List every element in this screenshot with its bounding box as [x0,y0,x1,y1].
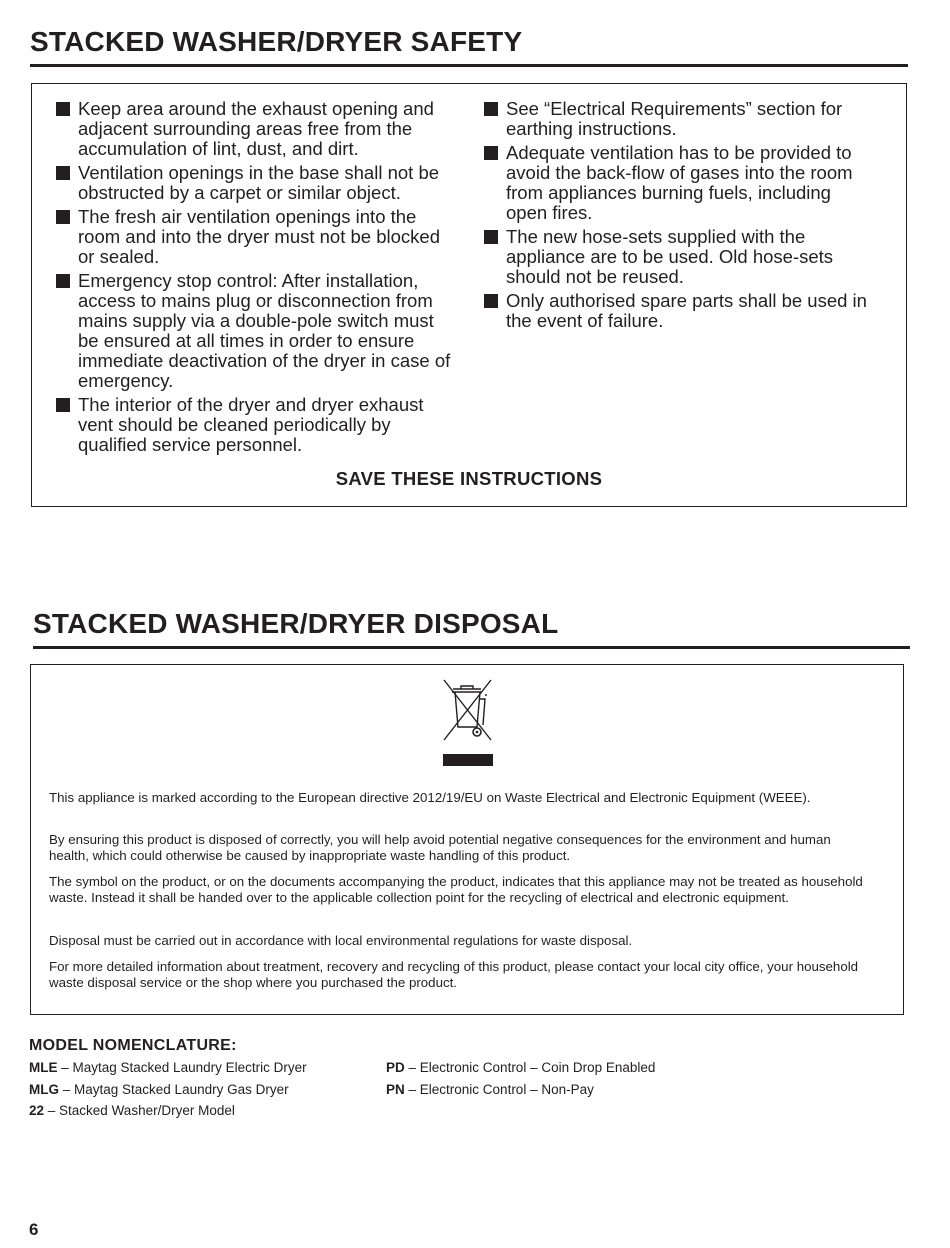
disposal-title: STACKED WASHER/DRYER DISPOSAL [33,608,559,639]
safety-item: The interior of the dryer and dryer exhaust vent should be cleaned periodically by qualified service personnel. [56,395,456,455]
nomenclature-item: MLE – Maytag Stacked Laundry Electric Dryer [29,1060,307,1075]
safety-title-rule [30,64,908,67]
page-number: 6 [29,1220,39,1239]
bullet-square-icon [56,102,70,116]
bullet-square-icon [56,274,70,288]
safety-box [31,83,907,507]
safety-item: The fresh air ventilation openings into the room and into the dryer must not be blocked or sealed. [56,207,456,267]
bullet-square-icon [484,102,498,116]
nomenclature-item: MLG – Maytag Stacked Laundry Gas Dryer [29,1082,289,1097]
safety-item: Only authorised spare parts shall be used in the event of failure. [484,291,874,331]
disposal-title-rule [33,646,910,649]
disposal-paragraph: Disposal must be carried out in accordance with local environmental regulations for waste disposal. [49,933,633,948]
bullet-square-icon [56,398,70,412]
bullet-square-icon [56,166,70,180]
safety-list-right [484,99,874,335]
safety-title: STACKED WASHER/DRYER SAFETY [30,26,523,57]
disposal-paragraph: This appliance is marked according to the European directive 2012/19/EU on Waste Electrical and Electronic Equipment (WEEE). [49,790,811,805]
bullet-square-icon [484,230,498,244]
safety-item: Adequate ventilation has to be provided to avoid the back-flow of gases into the room from appliances burning fuels, including open fires. [484,143,874,223]
safety-item: Keep area around the exhaust opening and adjacent surrounding areas free from the accumulation of lint, dust, and dirt. [56,99,456,159]
nomenclature-title: MODEL NOMENCLATURE: [29,1037,237,1054]
safety-item: See “Electrical Requirements” section for earthing instructions. [484,99,874,139]
disposal-box [30,664,904,1015]
nomenclature-item: PN – Electronic Control – Non-Pay [386,1082,594,1097]
disposal-paragraph: The symbol on the product, or on the documents accompanying the product, indicates that this appliance may not be treated as household waste. Instead it shall be handed over to the applicable collection point for the recycling of electrical and electronic equipment. [49,874,863,906]
disposal-paragraph: For more detailed information about treatment, recovery and recycling of this product, please contact your local city office, your household waste disposal service or the shop where you purchased the product. [49,959,859,991]
bullet-square-icon [484,146,498,160]
bullet-square-icon [56,210,70,224]
safety-item: Ventilation openings in the base shall not be obstructed by a carpet or similar object. [56,163,456,203]
crossed-out-wheelie-bin-icon [439,677,497,769]
safety-list-left [56,99,456,459]
nomenclature-item: PD – Electronic Control – Coin Drop Enabled [386,1060,656,1075]
save-instructions: SAVE THESE INSTRUCTIONS [335,468,603,489]
safety-item: The new hose-sets supplied with the appliance are to be used. Old hose-sets should not be reused. [484,227,874,287]
bullet-square-icon [484,294,498,308]
nomenclature-item: 22 – Stacked Washer/Dryer Model [29,1103,235,1118]
safety-item: Emergency stop control: After installation, access to mains plug or disconnection from mains supply via a double-pole switch must be ensured at all times in order to ensure immediate deactivation of the dryer in case of emergency. [56,271,456,391]
disposal-paragraph: By ensuring this product is disposed of correctly, you will help avoid potential negative consequences for the environment and human health, which could otherwise be caused by inappropriate waste handling of this product. [49,832,831,864]
